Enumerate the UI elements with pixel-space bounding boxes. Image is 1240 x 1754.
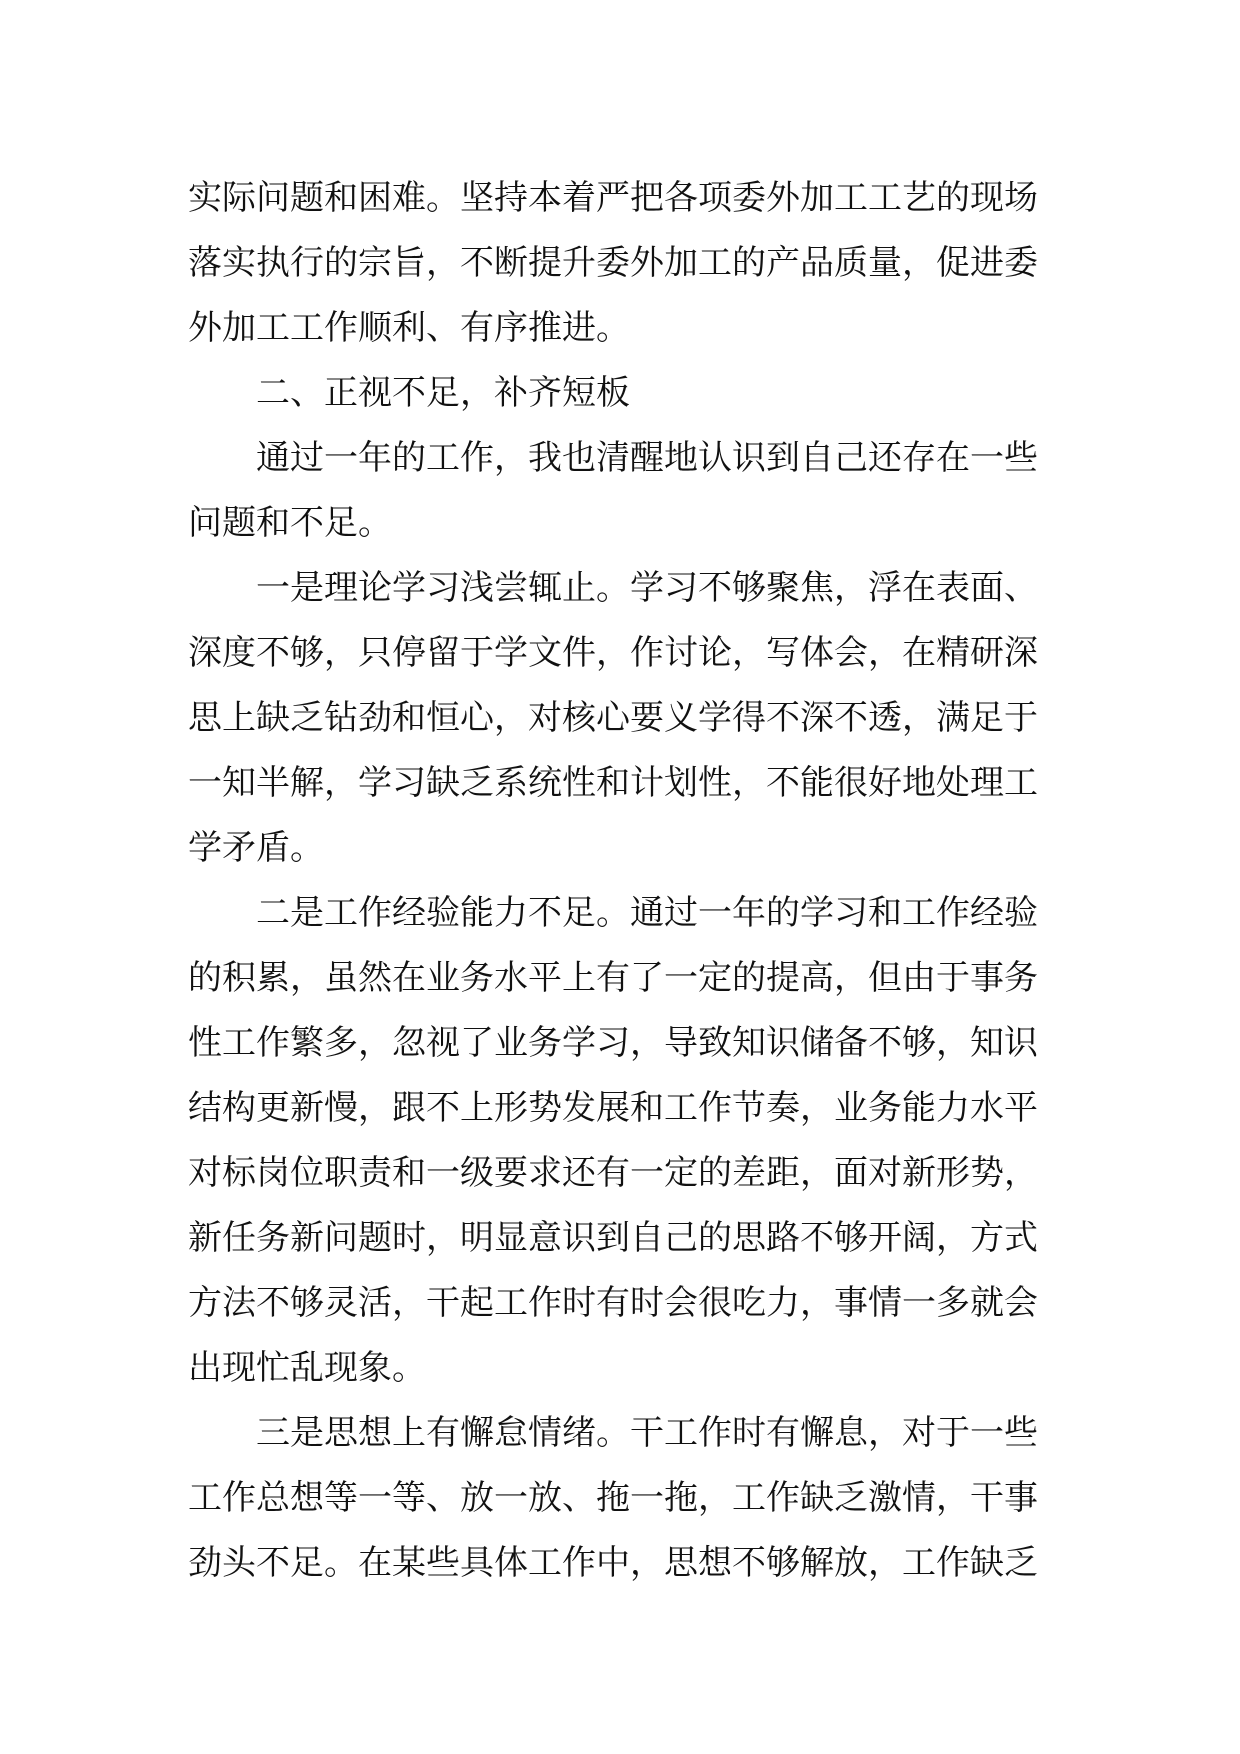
- text-line: 一知半解，学习缺乏系统性和计划性，不能很好地处理工: [188, 763, 1038, 803]
- text-line: 外加工工作顺利、有序推进。: [188, 308, 630, 348]
- text-line: 新任务新问题时，明显意识到自己的思路不够开阔，方式: [188, 1218, 1038, 1258]
- text-line: 工作总想等一等、放一放、拖一拖，工作缺乏激情，干事: [188, 1478, 1038, 1518]
- text-line: 劲头不足。在某些具体工作中，思想不够解放，工作缺乏: [188, 1543, 1038, 1583]
- text-line: 对标岗位职责和一级要求还有一定的差距，面对新形势，: [188, 1153, 1038, 1193]
- text-line: 学矛盾。: [188, 828, 324, 868]
- text-line: 一是理论学习浅尝辄止。学习不够聚焦，浮在表面、: [256, 568, 1038, 608]
- text-line: 思上缺乏钻劲和恒心，对核心要义学得不深不透，满足于: [188, 698, 1038, 738]
- text-line: 落实执行的宗旨，不断提升委外加工的产品质量，促进委: [188, 243, 1038, 283]
- text-line: 出现忙乱现象。: [188, 1348, 426, 1388]
- text-line: 深度不够，只停留于学文件，作讨论，写体会，在精研深: [188, 633, 1038, 673]
- text-line: 通过一年的工作，我也清醒地认识到自己还存在一些: [256, 438, 1038, 478]
- text-line: 三是思想上有懈怠情绪。干工作时有懈息，对于一些: [256, 1413, 1038, 1453]
- text-line: 结构更新慢，跟不上形势发展和工作节奏，业务能力水平: [188, 1088, 1038, 1128]
- text-line: 问题和不足。: [188, 503, 392, 543]
- document-body: [188, 166, 1058, 1596]
- text-line: 的积累，虽然在业务水平上有了一定的提高，但由于事务: [188, 958, 1038, 998]
- text-line: 实际问题和困难。坚持本着严把各项委外加工工艺的现场: [188, 178, 1038, 218]
- section-heading: 二、正视不足，补齐短板: [256, 373, 630, 413]
- text-line: 方法不够灵活，干起工作时有时会很吃力，事情一多就会: [188, 1283, 1038, 1323]
- text-line: 二是工作经验能力不足。通过一年的学习和工作经验: [256, 893, 1038, 933]
- text-line: 性工作繁多，忽视了业务学习，导致知识储备不够，知识: [188, 1023, 1038, 1063]
